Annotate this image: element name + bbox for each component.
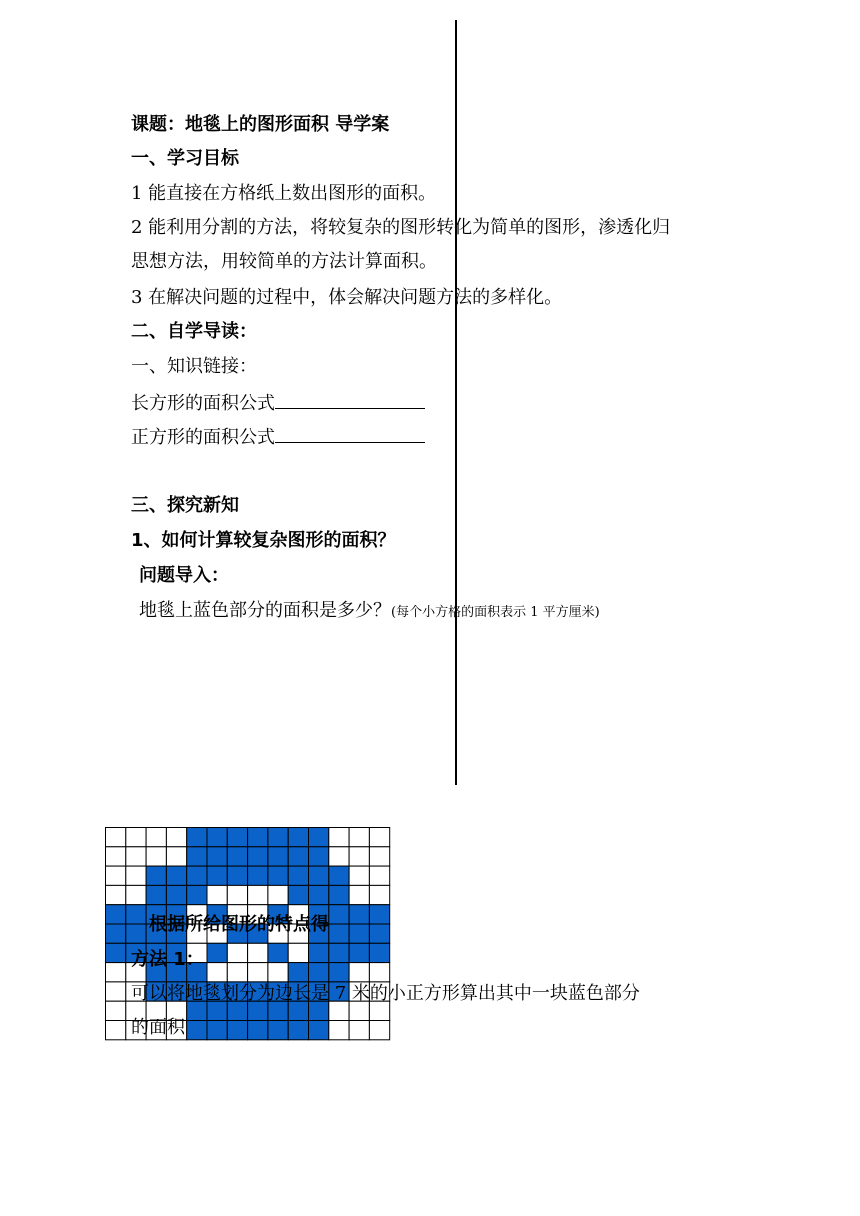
grid-cell-blue [146,866,166,885]
grid-cell-white [126,828,146,847]
grid-cell-white [329,828,349,847]
grid-cell-blue [309,943,329,962]
grid-cell-blue [126,924,146,943]
carpet-question [139,599,600,625]
carpet-question-note: (每个小方格的面积表示 1 平方厘米) [391,605,600,620]
goal-3: 3 在解决问题的过程中，体会解决问题方法的多样化。 [131,287,563,308]
grid-cell-blue [349,905,369,924]
grid-cell-blue [248,828,268,847]
grid-cell-white [207,885,227,904]
grid-cell-blue [248,847,268,866]
grid-cell-white [329,847,349,866]
grid-cell-blue [207,828,227,847]
grid-cell-white [329,1021,349,1040]
grid-cell-white [268,885,288,904]
grid-cell-white [349,963,369,982]
grid-cell-blue [227,828,247,847]
grid-cell-blue [207,866,227,885]
grid-cell-blue [268,847,288,866]
vertical-divider-line [455,20,457,785]
grid-cell-white [106,828,126,847]
grid-cell-blue [329,866,349,885]
hint-text: 根据所给图形的特点得 [149,914,329,935]
grid-cell-blue [329,963,349,982]
goal-1: 1 能直接在方格纸上数出图形的面积。 [131,183,437,204]
rect-formula-row [131,390,425,416]
section-explore: 三、探究新知 [131,495,239,516]
knowledge-link: 一、知识链接： [131,356,257,377]
grid-cell-white [166,847,186,866]
grid-cell-blue [166,885,186,904]
grid-cell-white [106,866,126,885]
grid-cell-blue [106,943,126,962]
square-formula-blank[interactable] [275,424,425,443]
grid-cell-blue [106,905,126,924]
grid-cell-blue [288,885,308,904]
grid-cell-blue [268,943,288,962]
grid-cell-white [349,866,369,885]
grid-cell-white [349,885,369,904]
intro-label: 问题导入： [139,565,229,586]
grid-cell-blue [309,828,329,847]
grid-cell-white [349,847,369,866]
grid-cell-blue [248,1021,268,1040]
grid-cell-blue [288,866,308,885]
grid-cell-white [369,963,389,982]
grid-cell-blue [369,924,389,943]
grid-cell-blue [187,847,207,866]
grid-cell-blue [268,866,288,885]
section-self-study: 二、自学导读： [131,321,257,342]
square-formula-row [131,424,425,450]
grid-cell-blue [369,943,389,962]
grid-cell-white [126,847,146,866]
grid-cell-blue [207,847,227,866]
grid-cell-white [207,963,227,982]
grid-cell-blue [227,1021,247,1040]
grid-cell-blue [166,866,186,885]
grid-cell-blue [329,905,349,924]
grid-cell-white [369,885,389,904]
grid-cell-white [227,963,247,982]
grid-cell-blue [329,943,349,962]
grid-cell-white [146,828,166,847]
grid-cell-blue [248,866,268,885]
grid-cell-white [248,963,268,982]
goal-2-line-1: 2 能利用分割的方法，将较复杂的图形转化为简单的图形，渗透化归 [131,217,671,238]
question-1: 1、如何计算较复杂图形的面积？ [131,530,396,551]
grid-cell-white [248,885,268,904]
grid-cell-white [146,847,166,866]
goal-2-line-2: 思想方法，用较简单的方法计算面积。 [131,251,437,272]
grid-cell-blue [309,885,329,904]
grid-cell-white [106,1001,126,1020]
grid-cell-white [106,1021,126,1040]
grid-cell-white [369,847,389,866]
grid-cell-blue [309,1021,329,1040]
section-learning-goals: 一、学习目标 [131,148,239,169]
grid-cell-blue [187,885,207,904]
method-1-desc-line-1: 可以将地毯划分为边长是 7 米的小正方形算出其中一块蓝色部分 [131,983,640,1004]
method-1-label: 方法 1： [131,949,204,970]
grid-cell-blue [349,943,369,962]
grid-cell-white [288,943,308,962]
rect-formula-blank[interactable] [275,390,425,409]
grid-cell-blue [309,866,329,885]
grid-cell-blue [207,943,227,962]
grid-cell-white [106,982,126,1001]
grid-cell-white [268,963,288,982]
grid-cell-white [227,943,247,962]
grid-cell-blue [106,924,126,943]
grid-cell-blue [369,905,389,924]
grid-cell-blue [309,963,329,982]
grid-cell-blue [146,885,166,904]
grid-cell-blue [329,924,349,943]
grid-cell-blue [227,866,247,885]
grid-cell-blue [288,963,308,982]
square-formula-label: 正方形的面积公式 [131,427,275,448]
method-1-desc-line-2: 的面积 [131,1017,185,1038]
grid-cell-blue [268,1021,288,1040]
grid-cell-white [369,828,389,847]
rect-formula-label: 长方形的面积公式 [131,393,275,414]
grid-cell-blue [187,1021,207,1040]
grid-cell-blue [349,924,369,943]
grid-cell-white [349,1021,369,1040]
carpet-question-text: 地毯上蓝色部分的面积是多少？ [139,600,391,621]
grid-cell-blue [187,828,207,847]
grid-cell-blue [126,905,146,924]
grid-cell-blue [288,847,308,866]
grid-cell-white [126,885,146,904]
lesson-title: 课题：地毯上的图形面积 导学案 [131,114,390,135]
grid-cell-blue [227,847,247,866]
grid-cell-white [106,885,126,904]
grid-cell-blue [268,828,288,847]
grid-cell-blue [288,828,308,847]
grid-cell-blue [309,847,329,866]
grid-cell-blue [187,866,207,885]
grid-cell-white [126,866,146,885]
grid-cell-white [349,828,369,847]
grid-cell-white [106,963,126,982]
grid-cell-white [227,885,247,904]
grid-cell-white [166,828,186,847]
grid-cell-white [106,847,126,866]
grid-cell-blue [207,1021,227,1040]
grid-cell-blue [288,1021,308,1040]
grid-cell-white [248,943,268,962]
grid-cell-white [369,866,389,885]
grid-cell-blue [329,885,349,904]
grid-cell-white [369,1021,389,1040]
